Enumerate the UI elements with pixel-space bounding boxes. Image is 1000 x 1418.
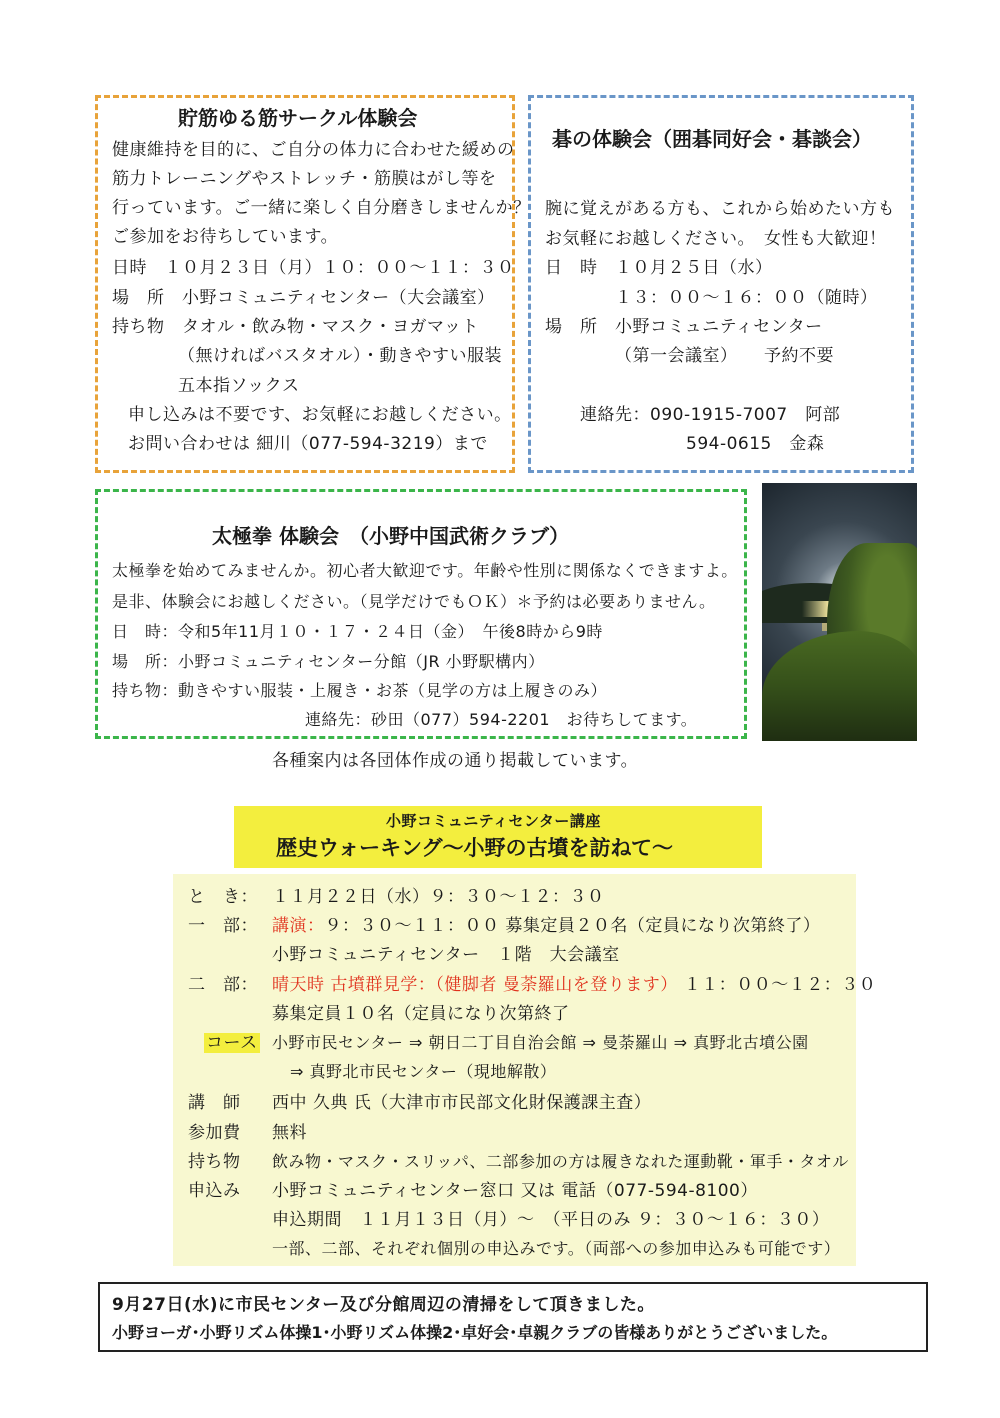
go-trial-time: １３：００～１６：００（随時） (615, 288, 878, 308)
go-trial-line: お気軽にお越しください。 女性も大歓迎！ (545, 229, 887, 249)
go-trial-line: 腕に覚えがある方も、これから始めたい方も (545, 199, 895, 219)
part1-label: 一 部： (188, 916, 258, 936)
toki-value: １１月２２日（水）９：３０～１２：３０ (272, 887, 605, 907)
thanks-line1: 9月27日(水)に市民センター及び分館周辺の清掃をして頂きました。 (112, 1295, 655, 1315)
taichi-contact: 連絡先：砂田（077）594-2201 お待ちしてます。 (305, 710, 698, 729)
moonlit-lake-photo (762, 483, 917, 741)
part1-place: 小野コミュニティセンター １階 大会議室 (272, 945, 620, 965)
lecture-banner-subtitle: 小野コミュニティセンター講座 (386, 812, 601, 830)
go-trial-contact2: 594-0615 金森 (686, 434, 825, 454)
apply-value: 小野コミュニティセンター窓口 又は 電話（077-594-8100） (272, 1181, 758, 1201)
apply-note: 一部、二部、それぞれ個別の申込みです。（両部への参加申込みも可能です） (272, 1239, 841, 1258)
taichi-place: 場 所：小野コミュニティセンター分館（JR 小野駅構内） (112, 652, 545, 671)
course-label (204, 1033, 260, 1053)
part2-red: 晴天時 古墳群見学：（健脚者 曼荼羅山を登ります） (272, 975, 678, 995)
part1-detail (272, 916, 820, 936)
lecturer-label: 講 師 (188, 1093, 241, 1113)
muscle-circle-line: 筋力トレーニングやストレッチ・筋膜はがし等を (112, 169, 497, 189)
photo-grass (762, 631, 917, 741)
muscle-circle-line: ご参加をお待ちしています。 (112, 227, 339, 247)
part2-label: 二 部： (188, 975, 258, 995)
muscle-circle-date: 日時 １０月２３日（月）１０：００～１１：３０ (112, 258, 515, 278)
course-route2: ⇒ 真野北市民センター（現地解散） (290, 1062, 557, 1081)
lecturer-value: 西中 久典 氏（大津市市民部文化財保護課主査） (272, 1093, 652, 1113)
muscle-circle-items: 持ち物 タオル・飲み物・マスク・ヨガマット (112, 317, 479, 337)
course-label-highlight: コース (206, 1033, 258, 1053)
part2-capacity: 募集定員１０名（定員になり次第終了 (272, 1004, 570, 1024)
muscle-circle-note: 申し込みは不要です、お気軽にお越しください。 (128, 405, 512, 425)
items-value: 飲み物・マスク・スリッパ、二部参加の方は履きなれた運動靴・軍手・タオル (272, 1152, 849, 1171)
muscle-circle-contact: お問い合わせは 細川（077-594-3219）まで (128, 434, 488, 454)
muscle-circle-line: 行っています。ご一緒に楽しく自分磨きしませんか？ (112, 198, 531, 218)
go-trial-title: 碁の体験会（囲碁同好会・碁談会） (552, 127, 872, 151)
part2-time: １１：００～１２：３０ (683, 975, 877, 995)
go-trial-place: 場 所 小野コミュニティセンター (545, 317, 823, 337)
course-route1: 小野市民センター ⇒ 朝日二丁目自治会館 ⇒ 曼荼羅山 ⇒ 真野北古墳公園 (272, 1033, 809, 1052)
go-trial-contact: 連絡先：090-1915-7007 阿部 (580, 405, 841, 425)
taichi-line: 是非、体験会にお越しください。（見学だけでもＯＫ）＊予約は必要ありません。 (112, 592, 716, 611)
muscle-circle-title: 貯筋ゆる筋サークル体験会 (178, 106, 418, 130)
taichi-line: 太極拳を始めてみませんか。初心者大歓迎です。年齢や性別に関係なくできますよ。 (112, 561, 738, 580)
muscle-circle-line: 健康維持を目的に、ご自分の体力に合わせた緩めの (112, 140, 515, 160)
taichi-items: 持ち物：動きやすい服装・上履き・お茶（見学の方は上履きのみ） (112, 681, 608, 700)
go-trial-date: 日 時 １０月２５日（水） (545, 258, 773, 278)
muscle-circle-place: 場 所 小野コミュニティセンター（大会議室） (112, 288, 495, 308)
apply-period: 申込期間 １１月１３日（月）～ （平日のみ ９：３０～１６：３０） (272, 1210, 830, 1230)
go-trial-room: （第一会議室） 予約不要 (615, 346, 834, 366)
lecture-banner-title: 歴史ウォーキング～小野の古墳を訪ねて～ (276, 836, 674, 860)
part1-red: 講演： (272, 916, 325, 936)
fee-value: 無料 (272, 1123, 307, 1143)
muscle-circle-items-cont: （無ければバスタオル）・動きやすい服装 (178, 346, 502, 366)
apply-label: 申込み (188, 1181, 241, 1201)
fee-label: 参加費 (188, 1123, 241, 1143)
items-label: 持ち物 (188, 1152, 241, 1172)
muscle-circle-items-cont: 五本指ソックス (178, 376, 300, 396)
taichi-title: 太極拳 体験会 （小野中国武術クラブ） (212, 524, 570, 548)
part1-value: ９：３０～１１：００ 募集定員２０名（定員になり次第終了） (324, 916, 821, 936)
toki-label: と き： (188, 887, 258, 907)
thanks-line2: 小野ヨーガ･小野リズム体操1･小野リズム体操2･卓好会･卓親クラブの皆様ありがとうございました。 (112, 1323, 838, 1342)
part2-detail (272, 975, 876, 995)
notice-text: 各種案内は各団体作成の通り掲載しています。 (272, 751, 639, 771)
taichi-date: 日 時：令和5年11月１０・１７・２４日（金） 午後8時から9時 (112, 622, 603, 641)
